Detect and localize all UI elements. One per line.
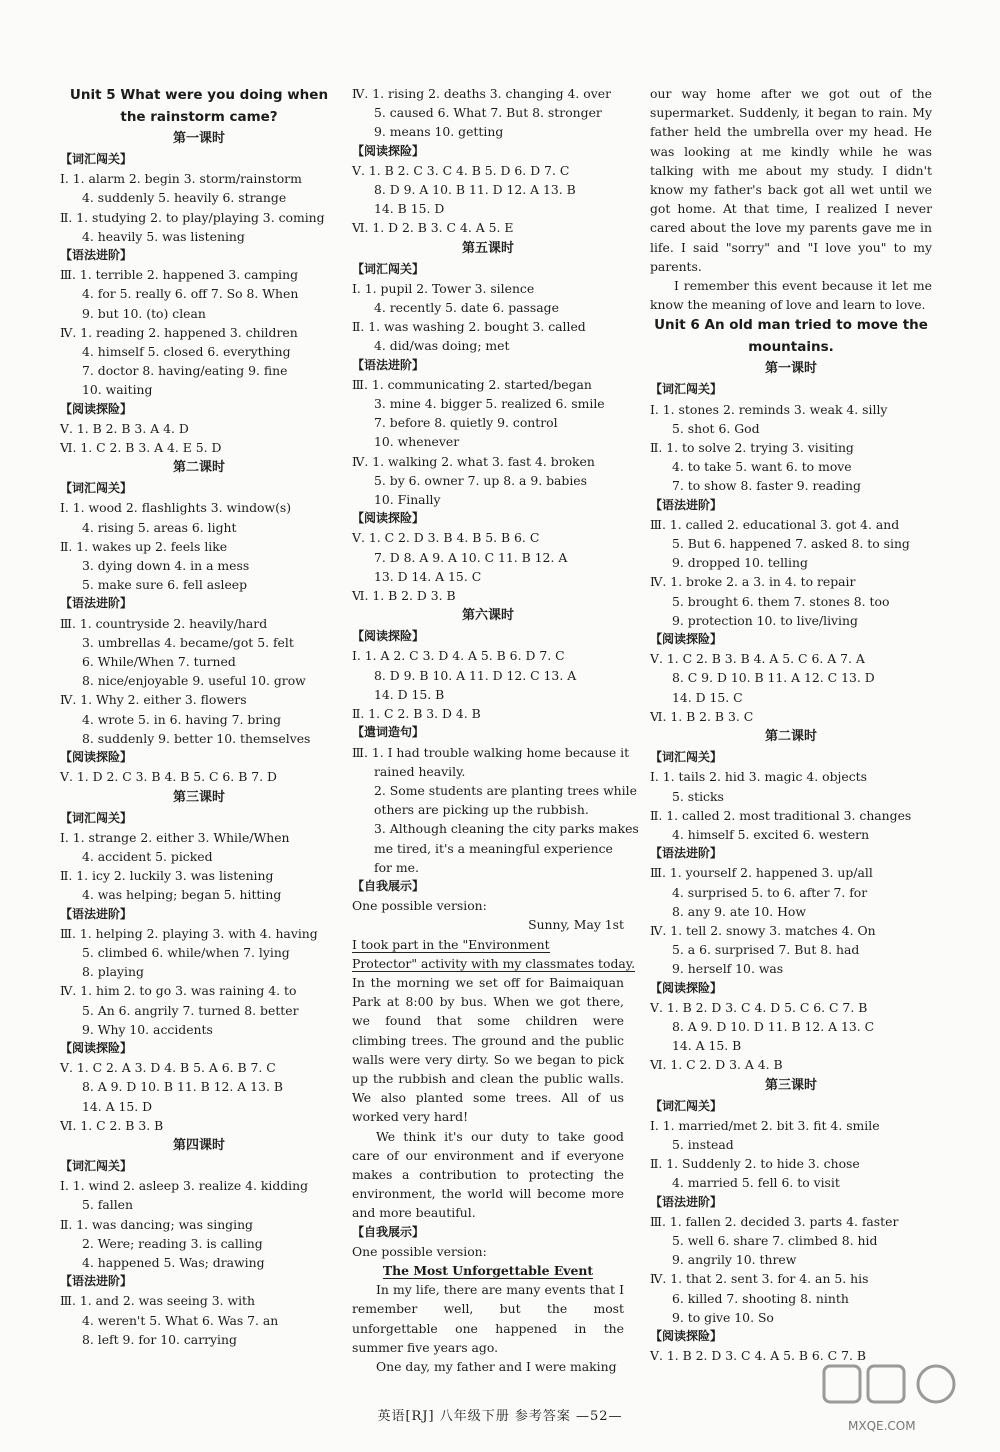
answer-line-continued: 5. by 6. owner 7. up 8. a 9. babies — [374, 472, 587, 488]
answer-line-continued: 3. dying down 4. in a mess — [82, 558, 250, 574]
answer-line-continued: 5. well 6. share 7. climbed 8. hid — [672, 1232, 878, 1248]
page-footer: 英语[RJ] 八年级下册 参考答案 —52— — [377, 1409, 623, 1424]
answer-line: Ⅱ. 1. was washing 2. bought 3. called — [352, 319, 586, 335]
answer-line-continued: rained heavily. — [374, 763, 466, 779]
essay-underlined-line: I took part in the "Environment — [352, 936, 550, 952]
answer-line-continued: 9. Why 10. accidents — [82, 1021, 213, 1037]
answer-line: Ⅳ. 1. that 2. sent 3. for 4. an 5. his — [650, 1271, 869, 1287]
answer-line: One possible version: — [352, 898, 487, 914]
answer-line-continued: 7. doctor 8. having/eating 9. fine — [82, 363, 288, 379]
answer-line-continued: 14. A 15. B — [672, 1038, 742, 1054]
answer-line-continued: 4. weren't 5. What 6. Was 7. an — [82, 1312, 279, 1328]
answer-line: Ⅳ. 1. rising 2. deaths 3. changing 4. over — [352, 86, 612, 101]
answer-line: Ⅵ. 1. C 2. D 3. A 4. B — [650, 1057, 783, 1073]
answer-line-continued: 8. C 9. D 10. B 11. A 12. C 13. D — [672, 670, 875, 686]
answer-line-continued: for me. — [374, 859, 419, 875]
lesson-heading: 第三课时 — [764, 1077, 817, 1093]
lesson-heading: 第二课时 — [172, 460, 225, 476]
lesson-heading: 第六课时 — [461, 608, 514, 624]
answer-line: Ⅴ. 1. C 2. A 3. D 4. B 5. A 6. B 7. C — [60, 1060, 276, 1076]
answer-column-3 — [650, 84, 932, 1365]
answer-line: Ⅲ. 1. yourself 2. happened 3. up/all — [650, 865, 873, 881]
answer-line: Ⅱ. 1. studying 2. to play/playing 3. coming — [60, 209, 325, 225]
answer-line-continued: 14. D 15. B — [374, 686, 445, 702]
section-label: 【阅读探险】 — [60, 750, 133, 765]
answer-line: Ⅱ. 1. to solve 2. trying 3. visiting — [650, 440, 854, 456]
answer-line-continued: 9. angrily 10. threw — [672, 1252, 797, 1268]
answer-line-continued: 7. before 8. quietly 9. control — [374, 415, 558, 431]
section-label: 【词汇闯关】 — [650, 750, 723, 765]
section-label: 【词汇闯关】 — [60, 1158, 133, 1173]
answer-line-continued: 5. sticks — [672, 788, 724, 804]
lesson-heading: 第三课时 — [172, 789, 225, 805]
answer-line-continued: 4. did/was doing; met — [374, 338, 510, 354]
answer-line: Ⅵ. 1. B 2. D 3. B — [352, 588, 456, 604]
answer-line: Ⅳ. 1. broke 2. a 3. in 4. to repair — [650, 574, 856, 590]
watermark-logo — [818, 1360, 988, 1440]
answer-line-continued: 6. While/When 7. turned — [82, 654, 236, 670]
answer-line: Ⅰ. 1. wood 2. flashlights 3. window(s) — [60, 500, 292, 516]
answer-column-2 — [352, 84, 639, 1376]
answer-line: Ⅲ. 1. fallen 2. decided 3. parts 4. faster — [650, 1213, 899, 1229]
answer-line: Ⅰ. 1. alarm 2. begin 3. storm/rainstorm — [60, 171, 302, 187]
answer-line: Ⅱ. 1. icy 2. luckily 3. was listening — [60, 868, 274, 884]
section-label: 【语法进阶】 — [60, 1274, 133, 1289]
answer-line-continued: 4. heavily 5. was listening — [82, 228, 245, 244]
section-label: 【阅读探险】 — [650, 632, 723, 647]
answer-line-continued: 14. D 15. C — [672, 689, 743, 705]
watermark-text: MXQE.COM — [848, 1419, 916, 1433]
answer-line: Ⅰ. 1. wind 2. asleep 3. realize 4. kidding — [60, 1178, 309, 1194]
answer-line-continued: 8. D 9. B 10. A 11. D 12. C 13. A — [374, 667, 577, 683]
lesson-heading: 第二课时 — [764, 729, 817, 745]
section-label: 【词汇闯关】 — [352, 261, 425, 276]
answer-line-continued: 2. Were; reading 3. is calling — [82, 1235, 263, 1251]
answer-line: Ⅳ. 1. tell 2. snowy 3. matches 4. On — [650, 922, 876, 938]
answer-line-continued: 4. was helping; began 5. hitting — [82, 887, 282, 903]
answer-line-continued: 8. suddenly 9. better 10. themselves — [82, 730, 311, 746]
section-label: 【语法进阶】 — [60, 596, 133, 611]
answer-line-continued: 4. for 5. really 6. off 7. So 8. When — [82, 286, 299, 302]
answer-line: Ⅲ. 1. helping 2. playing 3. with 4. having — [60, 925, 318, 941]
lesson-heading: 第四课时 — [172, 1137, 225, 1153]
essay-date: Sunny, May 1st — [528, 917, 624, 933]
answer-line-continued: 4. accident 5. picked — [82, 848, 213, 864]
answer-line-continued: 5. make sure 6. fell asleep — [82, 577, 248, 593]
answer-line-continued: 4. recently 5. date 6. passage — [374, 300, 559, 316]
answer-line-continued: 14. A 15. D — [82, 1098, 153, 1114]
answer-line-continued: 13. D 14. A 15. C — [374, 568, 482, 584]
section-label: 【阅读探险】 — [650, 980, 723, 995]
answer-line-continued: 5. caused 6. What 7. But 8. stronger — [374, 105, 602, 121]
section-label: 【阅读探险】 — [352, 629, 425, 644]
section-label: 【语法进阶】 — [60, 906, 133, 921]
answer-line: Ⅳ. 1. reading 2. happened 3. children — [60, 324, 298, 340]
answer-line: Ⅴ. 1. C 2. D 3. B 4. B 5. B 6. C — [352, 530, 540, 546]
section-label: 【词汇闯关】 — [650, 1098, 723, 1113]
answer-line-continued: 4. wrote 5. in 6. having 7. bring — [82, 711, 282, 727]
answer-line-continued: 2. Some students are planting trees while — [374, 782, 637, 798]
answer-line-continued: me tired, it's a meaningful experience — [374, 840, 613, 856]
lesson-heading: 第一课时 — [172, 131, 225, 146]
section-label: 【自我展示】 — [352, 1224, 425, 1239]
section-label: 【阅读探险】 — [650, 1328, 723, 1343]
answer-line-continued: 5. shot 6. God — [672, 420, 760, 436]
answer-line-continued: 9. means 10. getting — [374, 124, 504, 140]
unit-title: Unit 6 An old man tried to move the mountains. — [654, 317, 928, 356]
section-label: 【阅读探险】 — [60, 401, 133, 416]
essay-title: The Most Unforgettable Event — [382, 1262, 594, 1278]
answer-line-continued: 8. D 9. A 10. B 11. D 12. A 13. B — [374, 182, 576, 198]
answer-line-continued: 4. to take 5. want 6. to move — [672, 459, 852, 475]
answer-line: Ⅱ. 1. was dancing; was singing — [60, 1216, 253, 1232]
answer-line: Ⅳ. 1. him 2. to go 3. was raining 4. to — [60, 983, 297, 999]
answer-line-continued: 10. whenever — [374, 434, 460, 450]
section-label: 【词汇闯关】 — [650, 382, 723, 397]
lesson-heading: 第五课时 — [461, 240, 514, 256]
answer-line: Ⅰ. 1. stones 2. reminds 3. weak 4. silly — [650, 401, 888, 417]
answer-line: Ⅴ. 1. B 2. B 3. A 4. D — [60, 420, 189, 436]
answer-line-continued: 9. to give 10. So — [672, 1309, 774, 1325]
unit-title: Unit 5 What were you doing when the rainstorm came? — [69, 87, 329, 125]
answer-line-continued: 3. mine 4. bigger 5. realized 6. smile — [374, 396, 605, 412]
answer-line: Ⅰ. 1. married/met 2. bit 3. fit 4. smile — [650, 1117, 880, 1133]
answer-line-continued: 14. B 15. D — [374, 201, 445, 217]
answer-line-continued: 8. nice/enjoyable 9. useful 10. grow — [82, 673, 306, 689]
answer-line: Ⅵ. 1. C 2. B 3. A 4. E 5. D — [60, 440, 222, 456]
answer-line-continued: 5. But 6. happened 7. asked 8. to sing — [672, 536, 910, 552]
section-label: 【词汇闯关】 — [60, 810, 133, 825]
answer-line-continued: 5. fallen — [82, 1197, 133, 1213]
answer-line: Ⅵ. 1. D 2. B 3. C 4. A 5. E — [352, 220, 514, 236]
section-label: 【词汇闯关】 — [60, 481, 133, 496]
answer-line: One possible version: — [352, 1243, 487, 1259]
answer-line: Ⅲ. 1. called 2. educational 3. got 4. and — [650, 516, 900, 532]
essay-paragraph: In my life, there are many events that I remember well, but the most unforgettable one happened in the summer five years ago. — [352, 1282, 624, 1355]
answer-line-continued: 4. rising 5. areas 6. light — [82, 519, 237, 535]
answer-line-continued: 7. to show 8. faster 9. reading — [672, 478, 861, 494]
answer-line-continued: 4. married 5. fell 6. to visit — [672, 1175, 840, 1191]
section-label: 【语法进阶】 — [650, 497, 723, 512]
answer-line: Ⅳ. 1. walking 2. what 3. fast 4. broken — [352, 453, 595, 469]
answer-line-continued: 5. An 6. angrily 7. turned 8. better — [82, 1002, 299, 1018]
answer-line-continued: 8. A 9. D 10. B 11. B 12. A 13. B — [82, 1079, 283, 1095]
answer-line-continued: 5. instead — [672, 1136, 734, 1152]
answer-line-continued: 5. a 6. surprised 7. But 8. had — [672, 942, 860, 958]
answer-line-continued: 4. happened 5. Was; drawing — [82, 1254, 265, 1270]
answer-line: Ⅴ. 1. B 2. D 3. C 4. D 5. C 6. C 7. B — [650, 999, 868, 1015]
answer-line: Ⅰ. 1. tails 2. hid 3. magic 4. objects — [650, 769, 867, 785]
answer-line: Ⅵ. 1. B 2. B 3. C — [650, 708, 754, 724]
answer-line: Ⅴ. 1. C 2. B 3. B 4. A 5. C 6. A 7. A — [650, 651, 865, 667]
essay-paragraph: our way home after we got out of the supermarket. Suddenly, it began to rain. My father held the umbrella over my head. He was looking at me kindly while he was talking with me about my study. I didn't know my father's back got all wet until we got home. At that time, I realized I never cared about the love my parents gave me in life. I said "sorry" and "I love you" to my parents. — [650, 86, 932, 274]
essay-paragraph: We think it's our duty to take good care of our environment and if everyone makes a contribution to protecting the environment, the world will become more and more beautiful. — [352, 1128, 624, 1221]
answer-line: Ⅰ. 1. A 2. C 3. D 4. A 5. B 6. D 7. C — [352, 648, 565, 664]
answer-line-continued: 9. herself 10. was — [672, 961, 784, 977]
answer-line: Ⅲ. 1. countryside 2. heavily/hard — [60, 615, 268, 631]
answer-column-1 — [60, 84, 338, 1349]
section-label: 【遣词造句】 — [352, 725, 425, 740]
answer-line: Ⅰ. 1. pupil 2. Tower 3. silence — [352, 280, 535, 296]
answer-line: Ⅲ. 1. and 2. was seeing 3. with — [60, 1293, 256, 1309]
answer-line-continued: 8. any 9. ate 10. How — [672, 903, 806, 919]
section-label: 【阅读探险】 — [60, 1040, 133, 1055]
answer-line-continued: 9. protection 10. to live/living — [672, 612, 858, 628]
answer-line: Ⅲ. 1. communicating 2. started/began — [352, 376, 592, 392]
answer-line-continued: others are picking up the rubbish. — [374, 802, 589, 818]
essay-underlined-line: Protector" activity with my classmates today. — [352, 955, 636, 971]
answer-line-continued: 8. playing — [82, 964, 144, 980]
answer-line-continued: 4. himself 5. excited 6. western — [672, 826, 870, 842]
answer-line-continued: 10. Finally — [374, 492, 441, 508]
section-label: 【语法进阶】 — [650, 1194, 723, 1209]
answer-line-continued: 8. left 9. for 10. carrying — [82, 1331, 237, 1347]
answer-line-continued: 10. waiting — [82, 382, 153, 398]
answer-line: Ⅵ. 1. C 2. B 3. B — [60, 1117, 164, 1133]
answer-line: Ⅴ. 1. B 2. D 3. C 4. A 5. B 6. C 7. B — [650, 1348, 866, 1364]
answer-line: Ⅴ. 1. D 2. C 3. B 4. B 5. C 6. B 7. D — [60, 769, 277, 785]
section-label: 【语法进阶】 — [60, 248, 133, 263]
answer-line-continued: 8. A 9. D 10. D 11. B 12. A 13. C — [672, 1018, 875, 1034]
answer-line-continued: 7. D 8. A 9. A 10. C 11. B 12. A — [374, 549, 568, 565]
section-label: 【词汇闯关】 — [60, 152, 133, 166]
section-label: 【阅读探险】 — [352, 143, 425, 158]
answer-line-continued: 3. umbrellas 4. became/got 5. felt — [82, 634, 294, 650]
essay-paragraph: In the morning we set off for Baimaiquan Park at 8:00 by bus. When we got there, we found that some children were climbing trees. The ground and the public walls were very dirty. So we began to pick up the rubbish and clean the public walls. We also planted some trees. All of us worked very hard! — [352, 974, 624, 1125]
answer-line: Ⅱ. 1. C 2. B 3. D 4. B — [352, 706, 481, 722]
answer-line: Ⅱ. 1. Suddenly 2. to hide 3. chose — [650, 1156, 860, 1172]
answer-line: Ⅲ. 1. I had trouble walking home because it — [352, 744, 630, 760]
lesson-heading: 第一课时 — [764, 361, 817, 377]
answer-line-continued: 4. himself 5. closed 6. everything — [82, 344, 291, 360]
section-label: 【自我展示】 — [352, 878, 425, 893]
answer-line-continued: 3. Although cleaning the city parks makes — [374, 821, 639, 837]
answer-line-continued: 9. dropped 10. telling — [672, 555, 808, 571]
section-label: 【语法进阶】 — [352, 357, 425, 372]
answer-line-continued: 6. killed 7. shooting 8. ninth — [672, 1290, 849, 1306]
answer-line: Ⅰ. 1. strange 2. either 3. While/When — [60, 829, 290, 845]
answer-line-continued: 5. climbed 6. while/when 7. lying — [82, 944, 290, 960]
answer-line-continued: 5. brought 6. them 7. stones 8. too — [672, 593, 890, 609]
section-label: 【阅读探险】 — [352, 511, 425, 526]
answer-line: Ⅱ. 1. wakes up 2. feels like — [60, 538, 228, 554]
answer-line: Ⅴ. 1. B 2. C 3. C 4. B 5. D 6. D 7. C — [352, 162, 570, 178]
answer-line-continued: 9. but 10. (to) clean — [82, 305, 206, 321]
answer-line-continued: 4. surprised 5. to 6. after 7. for — [672, 884, 868, 900]
section-label: 【语法进阶】 — [650, 846, 723, 861]
answer-line: Ⅲ. 1. terrible 2. happened 3. camping — [60, 267, 299, 283]
answer-line: Ⅳ. 1. Why 2. either 3. flowers — [60, 692, 247, 708]
essay-paragraph: One day, my father and I were making — [376, 1359, 617, 1374]
answer-line-continued: 4. suddenly 5. heavily 6. strange — [82, 190, 287, 206]
essay-paragraph: I remember this event because it let me know the meaning of love and learn to love. — [650, 278, 932, 313]
answer-line: Ⅱ. 1. called 2. most traditional 3. changes — [650, 807, 912, 823]
